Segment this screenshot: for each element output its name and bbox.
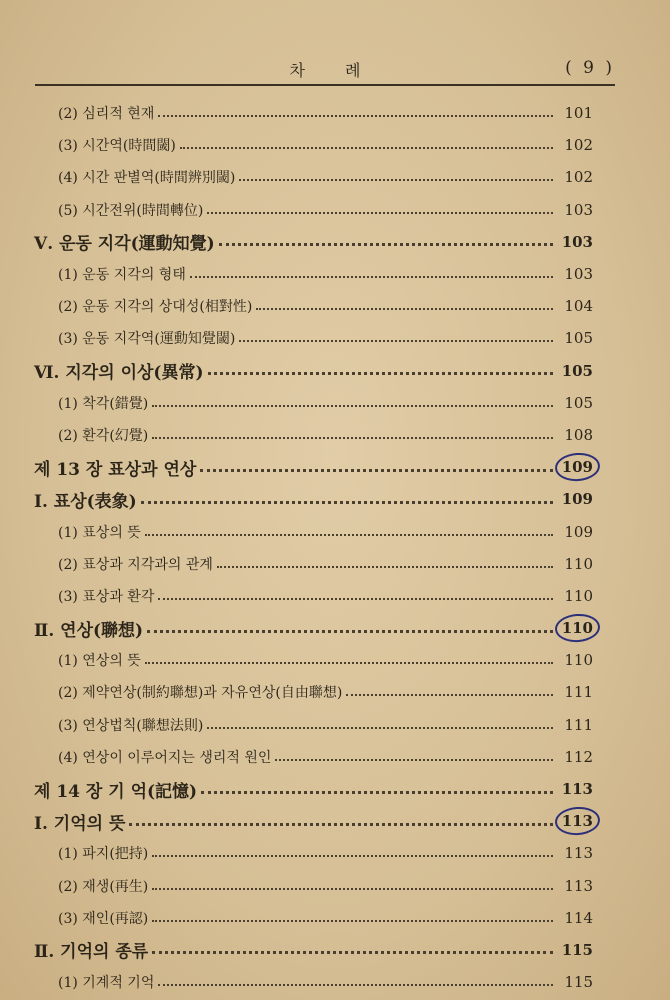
dot-leader bbox=[158, 598, 553, 600]
toc-entry-label: 제 14 장 기 억(記憶) bbox=[34, 781, 198, 802]
toc-entry-page bbox=[557, 136, 593, 154]
toc-entry bbox=[0, 515, 670, 547]
toc-entry-page bbox=[557, 490, 593, 508]
toc-entry-label: (4) 연상이 이루어지는 생리적 원인 bbox=[58, 749, 272, 766]
circled-page-number: 109 bbox=[561, 458, 593, 477]
page-number: 111 bbox=[564, 683, 593, 702]
dot-leader bbox=[201, 791, 553, 794]
toc-entry-page bbox=[557, 394, 593, 412]
toc-entry-label: Ⅰ. 기억의 뜻 bbox=[34, 813, 126, 834]
toc-entry-label: (2) 환각(幻覺) bbox=[58, 427, 149, 444]
page-number: 105 bbox=[564, 329, 593, 348]
toc-entry-label: (1) 연상의 뜻 bbox=[58, 653, 141, 670]
page-number: 113 bbox=[564, 844, 593, 863]
toc-entry-page bbox=[557, 748, 593, 766]
dot-leader bbox=[256, 308, 553, 310]
toc-entry-page bbox=[557, 683, 593, 701]
toc-entry-label: (2) 제약연상(制約聯想)과 자유연상(自由聯想) bbox=[58, 685, 343, 702]
toc-entry bbox=[0, 129, 670, 161]
page-number: 103 bbox=[561, 232, 593, 251]
toc-entry-label: Ⅵ. 지각의 이상(異常) bbox=[34, 363, 204, 384]
toc-entry-page bbox=[557, 651, 593, 669]
dot-leader bbox=[152, 437, 553, 439]
toc-entry bbox=[0, 612, 670, 644]
toc-entry-label: Ⅱ. 연상(聯想) bbox=[34, 620, 144, 641]
dot-leader bbox=[152, 855, 553, 857]
page-number: 103 bbox=[564, 200, 593, 219]
toc-entry-page bbox=[557, 780, 593, 798]
toc-entry bbox=[0, 676, 670, 708]
page-number: 112 bbox=[564, 747, 593, 766]
toc-entry-label: (4) 시간 판별역(時間辨別閾) bbox=[58, 170, 236, 187]
page-number: 102 bbox=[564, 136, 593, 155]
toc-entry-label: (3) 재인(再認) bbox=[58, 910, 149, 927]
page-number: 103 bbox=[564, 265, 593, 284]
toc-entry bbox=[0, 773, 670, 805]
toc-entry bbox=[0, 355, 670, 387]
dot-leader bbox=[147, 630, 553, 633]
page-number: 109 bbox=[564, 522, 593, 541]
dot-leader bbox=[129, 823, 553, 826]
page-number: 105 bbox=[564, 393, 593, 412]
toc-entry-page bbox=[557, 844, 593, 862]
toc-entry-page bbox=[557, 329, 593, 347]
toc-entry-label: (2) 운동 지각의 상대성(相對性) bbox=[58, 299, 253, 316]
dot-leader bbox=[275, 759, 553, 761]
toc-entry-page bbox=[557, 168, 593, 186]
page-header bbox=[35, 58, 615, 86]
toc-entry-label: 제 13 장 표상과 연상 bbox=[34, 459, 197, 480]
dot-leader bbox=[190, 276, 553, 278]
page-number: 108 bbox=[564, 425, 593, 444]
toc-entry bbox=[0, 419, 670, 451]
toc-entry bbox=[0, 226, 670, 258]
toc-entry bbox=[0, 97, 670, 129]
toc-entry bbox=[0, 837, 670, 869]
toc-entry bbox=[0, 322, 670, 354]
toc-entry bbox=[0, 451, 670, 483]
dot-leader bbox=[207, 212, 553, 214]
dot-leader bbox=[217, 566, 553, 568]
toc-entry-page bbox=[557, 973, 593, 991]
header-title: 차례 bbox=[289, 61, 401, 80]
page-number: 115 bbox=[561, 940, 593, 959]
toc-entry bbox=[0, 805, 670, 837]
page-number: 113 bbox=[561, 780, 593, 799]
toc-entry-label: (2) 심리적 현재 bbox=[58, 106, 155, 123]
page-number: 110 bbox=[564, 651, 593, 670]
dot-leader bbox=[219, 243, 553, 246]
circled-page-number: 110 bbox=[561, 619, 593, 638]
toc-entry-label: (1) 표상의 뜻 bbox=[58, 524, 141, 541]
toc-entry-label: (1) 운동 지각의 형태 bbox=[58, 267, 186, 284]
toc-entry-page bbox=[557, 297, 593, 315]
dot-leader bbox=[152, 405, 553, 407]
toc-entry-label: (3) 연상법칙(聯想法則) bbox=[58, 717, 204, 734]
dot-leader bbox=[152, 951, 553, 954]
dot-leader bbox=[158, 984, 553, 986]
toc-entry-page bbox=[557, 555, 593, 573]
toc-entry bbox=[0, 644, 670, 676]
toc-entry-page bbox=[557, 619, 593, 637]
toc-entry-label: Ⅴ. 운동 지각(運動知覺) bbox=[34, 234, 215, 255]
toc-entry-label: Ⅱ. 기억의 종류 bbox=[34, 942, 149, 963]
toc-entry bbox=[0, 194, 670, 226]
toc-entry bbox=[0, 387, 670, 419]
page-number: 102 bbox=[564, 168, 593, 187]
toc-entry bbox=[0, 258, 670, 290]
toc-entry bbox=[0, 709, 670, 741]
header-page-number: ( 9 ) bbox=[565, 58, 615, 78]
page-number: 113 bbox=[564, 876, 593, 895]
toc-entry bbox=[0, 902, 670, 934]
toc-entry-label: (1) 기계적 기억 bbox=[58, 975, 155, 992]
dot-leader bbox=[208, 372, 553, 375]
dot-leader bbox=[200, 469, 553, 472]
toc-entry bbox=[0, 290, 670, 322]
toc-entry-label: (1) 착각(錯覺) bbox=[58, 395, 149, 412]
toc-entry bbox=[0, 934, 670, 966]
page-number: 114 bbox=[564, 908, 593, 927]
dot-leader bbox=[207, 727, 553, 729]
dot-leader bbox=[239, 179, 553, 181]
toc-entry-page bbox=[557, 201, 593, 219]
toc-entry-label: (3) 운동 지각역(運動知覺閾) bbox=[58, 331, 236, 348]
dot-leader bbox=[152, 888, 553, 890]
toc-entry bbox=[0, 548, 670, 580]
page-number: 105 bbox=[561, 361, 593, 380]
toc-entry-page bbox=[557, 233, 593, 251]
toc-entry-page bbox=[557, 587, 593, 605]
dot-leader bbox=[158, 115, 553, 117]
page-number: 110 bbox=[564, 586, 593, 605]
toc-entry-page bbox=[557, 523, 593, 541]
dot-leader bbox=[152, 920, 553, 922]
toc-entry-page bbox=[557, 909, 593, 927]
toc-entry-page bbox=[557, 426, 593, 444]
toc-entry-page bbox=[557, 941, 593, 959]
toc-entry-page bbox=[557, 716, 593, 734]
toc-entry-page bbox=[557, 812, 593, 830]
page-number: 111 bbox=[564, 715, 593, 734]
toc-entry-page bbox=[557, 104, 593, 122]
table-of-contents bbox=[0, 97, 670, 998]
toc-entry bbox=[0, 580, 670, 612]
dot-leader bbox=[346, 694, 553, 696]
toc-entry bbox=[0, 161, 670, 193]
toc-entry-page bbox=[557, 458, 593, 476]
toc-entry-page bbox=[557, 362, 593, 380]
page-number: 104 bbox=[564, 297, 593, 316]
toc-entry-label: (3) 표상과 환각 bbox=[58, 588, 155, 605]
page-number: 110 bbox=[564, 554, 593, 573]
toc-entry bbox=[0, 741, 670, 773]
page-number: 101 bbox=[564, 104, 593, 123]
toc-entry-label: (3) 시간역(時間閾) bbox=[58, 138, 176, 155]
toc-entry-label: (1) 파지(把持) bbox=[58, 846, 149, 863]
dot-leader bbox=[141, 501, 553, 504]
toc-entry bbox=[0, 483, 670, 515]
toc-entry bbox=[0, 966, 670, 998]
toc-entry bbox=[0, 870, 670, 902]
toc-entry-label: (2) 표상과 지각과의 관계 bbox=[58, 556, 213, 573]
dot-leader bbox=[180, 147, 553, 149]
toc-entry-page bbox=[557, 265, 593, 283]
toc-entry-label: (2) 재생(再生) bbox=[58, 878, 149, 895]
dot-leader bbox=[145, 662, 553, 664]
dot-leader bbox=[145, 534, 553, 536]
toc-entry-page bbox=[557, 877, 593, 895]
page-number: 109 bbox=[561, 490, 593, 509]
circled-page-number: 113 bbox=[561, 812, 593, 831]
dot-leader bbox=[239, 340, 553, 342]
page-number: 115 bbox=[564, 973, 593, 992]
toc-entry-label: Ⅰ. 표상(表象) bbox=[34, 491, 137, 512]
toc-entry-label: (5) 시간전위(時間轉位) bbox=[58, 202, 204, 219]
